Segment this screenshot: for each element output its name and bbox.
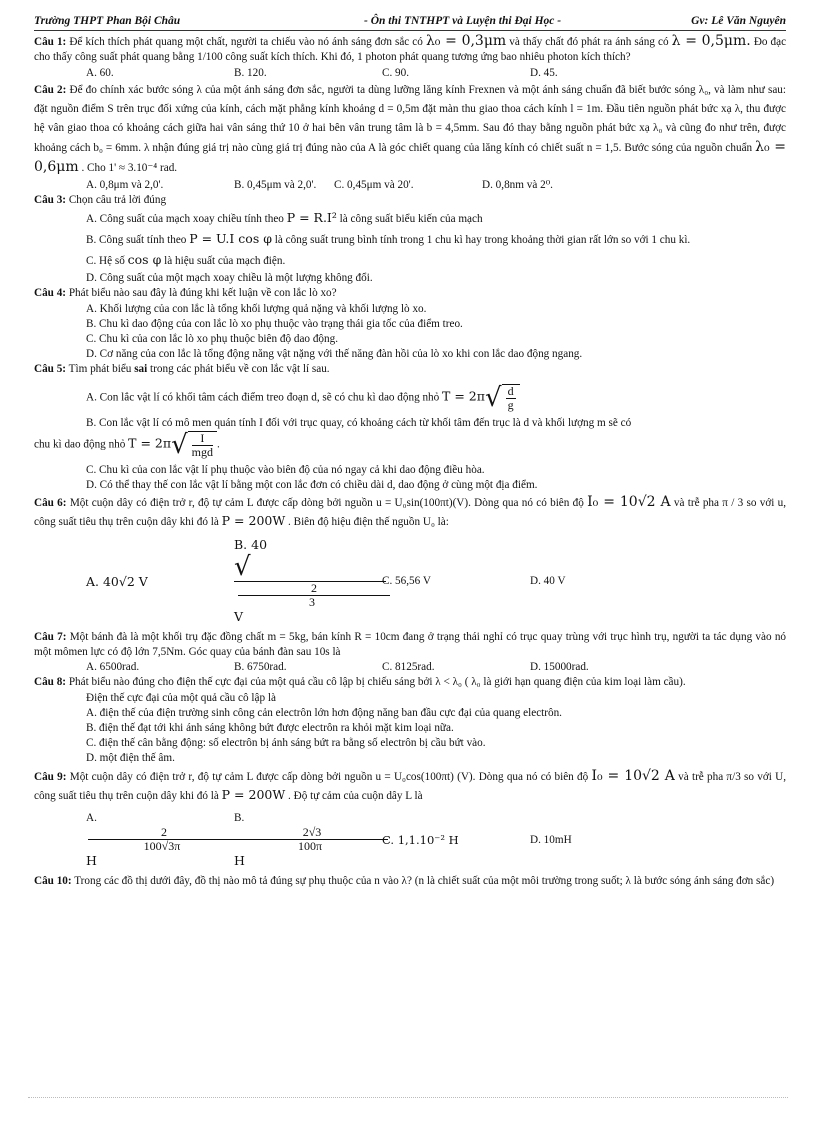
fraction-numerator: 2 — [88, 826, 240, 840]
question-label: Câu 3: — [34, 194, 67, 207]
question-text: Phát biểu nào sau đây là đúng khi kết luận về con lắc lò xo? — [68, 287, 337, 300]
fraction-denominator: mgd — [191, 444, 214, 459]
question-label: Câu 5: — [34, 363, 67, 376]
formula: λ₀ = 0,3μm — [425, 33, 507, 50]
option-text: A. — [86, 811, 97, 824]
question-3 — [34, 193, 786, 208]
question-text: Tìm phát biểu — [68, 363, 132, 376]
option-d[interactable]: D. một điện thế âm. — [86, 752, 175, 765]
question-label: Câu 4: — [34, 287, 67, 300]
option-d[interactable]: D. 10mH — [530, 833, 572, 846]
option-text: B. Công suất tính theo — [86, 234, 187, 247]
formula: λ = 0,5μm. — [671, 33, 751, 50]
formula: cos φ — [127, 252, 162, 268]
option-b[interactable]: B. điện thế đạt tới khi ánh sáng không bứt được electrôn ra khỏi mặt kim loại nữa. — [86, 722, 454, 735]
option-text: H — [86, 852, 97, 868]
formula: P = R.I² — [286, 210, 337, 226]
option-c[interactable]: C. Chu kì của con lắc vật lí phụ thuộc vào biên độ của nó ngay cả khi dao động điều hòa. — [86, 463, 485, 476]
option-c[interactable]: C. Chu kì của con lắc lò xo phụ thuộc biên độ dao động. — [86, 333, 338, 346]
option-a[interactable]: A. 0,8μm và 2,0'. — [86, 178, 164, 191]
answer-options — [34, 178, 786, 193]
page-footer-divider — [28, 1097, 788, 1098]
course-title: - Ôn thi TNTHPT và Luyện thi Đại Học - — [364, 15, 562, 27]
question-text: và trễ pha π / 3 so với u, công suất tiêu thụ trên cuộn dây khi đó là — [34, 497, 787, 529]
formula: T = 2π — [442, 388, 485, 404]
question-text: . Độ tự cảm của cuộn dây L là — [288, 789, 423, 802]
formula: I₀ = 10√2 A — [591, 767, 675, 784]
fraction-numerator: d — [507, 383, 514, 398]
question-text: Để đo chính xác bước sóng λ của một ánh sáng đơn sắc, người ta dùng lưỡng lăng kính Frexnen và một ánh sáng chuẩn đã biết bước sóng λ₀, và làm như sau: đặt nguồn điểm S trên trục đối xứng của kính, cách mặt phẳng kính khoảng d = 0,5m đặt màn thu giao thoa cách kính l = 1m. Đầu tiên nguồn phát bức xạ λ, thu được hệ vân giao thoa có khoảng cách giữa hai vân sáng thứ 10 ở hai bên vân trung tâm là b = 4,5mm. Sau đó thay bằng nguồn phát bức xạ λ₀ và cũng đo như trên, được khoảng cách b₀ = 6mm. λ nhận đúng giá trị nào cùng giá trị đúng nào của A là góc chiết quang của lăng kính có chiết suất n = 1,5. Bước sóng của nguồn chuẩn — [34, 83, 787, 154]
option-text: chu kì dao động nhỏ — [34, 438, 126, 451]
question-9 — [34, 767, 786, 805]
question-text: Một cuộn dây có điện trở r, độ tự cảm L được cấp dòng bởi nguồn u = U₀sin(100πt)(V). Dòng qua nó có biên độ — [69, 497, 584, 510]
question-label: Câu 2: — [34, 83, 67, 96]
option-c[interactable]: C. 56,56 V — [382, 574, 431, 587]
sqrt-icon: √ — [484, 382, 502, 413]
formula: P = 200W — [221, 786, 286, 802]
option-a[interactable] — [86, 811, 234, 870]
question-text: . Cho 1' ≈ 3.10⁻⁴ rad. — [81, 161, 178, 174]
option-b[interactable] — [234, 537, 382, 626]
option-text: C. Hệ số — [86, 255, 125, 268]
option-a[interactable]: A. 60. — [86, 66, 114, 79]
question-2 — [34, 81, 786, 178]
option-d[interactable]: D. 40 V — [530, 574, 566, 587]
question-text: có — [658, 36, 669, 49]
option-d[interactable]: D. 0,8nm và 2⁰. — [482, 178, 553, 191]
question-6 — [34, 493, 786, 531]
answer-options — [34, 66, 786, 81]
question-label: Câu 10: — [34, 875, 72, 888]
option-text: B. 40 — [234, 537, 268, 553]
option-b[interactable] — [34, 229, 786, 250]
question-text: trong các phát biểu về con lắc vật lí sau. — [150, 363, 330, 376]
option-c[interactable]: C. 90. — [382, 66, 410, 79]
school-name: Trường THPT Phan Bội Châu — [34, 15, 181, 27]
option-a[interactable] — [34, 208, 786, 229]
option-c[interactable]: C. điện thế cân bằng động: số electrôn bị ánh sáng bứt ra bằng số electrôn bị cầu bứt vào. — [86, 737, 486, 750]
answer-options — [34, 660, 786, 675]
option-text: A. Công suất của mạch xoay chiều tính theo — [86, 213, 284, 226]
answer-options — [34, 811, 786, 870]
question-1 — [34, 34, 786, 65]
option-b[interactable] — [34, 416, 786, 431]
fraction-numerator: 2 — [238, 582, 390, 596]
option-b-cont: chu kì dao động nhỏ T = 2π √ $\frac{I}{\text{mgd}}$ . — [34, 429, 220, 460]
fraction-denominator: g — [507, 397, 514, 412]
option-c[interactable]: C. 0,45μm và 20'. — [334, 178, 414, 191]
option-b[interactable]: B. Chu kì dao động của con lắc lò xo phụ thuộc vào trạng thái gia tốc của điểm treo. — [86, 317, 463, 330]
option-text: B. — [234, 811, 245, 824]
formula: P = 200W — [221, 513, 286, 529]
sqrt-formula — [485, 384, 520, 412]
option-b[interactable]: B. 6750rad. — [234, 661, 287, 674]
question-text: Trong các đồ thị dưới đây, đồ thị nào mô tả đúng sự phụ thuộc của n vào λ? (n là chiết suất của một môi trường trong suốt; λ là bước sóng ánh sáng đơn sắc) — [74, 875, 775, 888]
fraction-denominator: 3 — [309, 594, 315, 609]
teacher-name: Gv: Lê Văn Nguyên — [691, 15, 786, 27]
question-label: Câu 9: — [34, 770, 67, 783]
option-c[interactable]: C. 1,1.10⁻² H — [382, 832, 459, 847]
sqrt-icon: √ — [171, 429, 188, 460]
question-text: Một bánh đà là một khối trụ đặc đồng chất m = 5kg, bán kính R = 10cm đang ở trạng thái nghỉ có trục quay trùng với trục hình trụ, người ta tác dụng vào nó một mômen lực có độ lớn 7,5Nm. Góc quay của bánh đàn sau 10s là — [34, 630, 787, 659]
formula: λ₀ = 0,6μm — [34, 138, 787, 175]
option-text: là hiệu suất của mạch điện. — [164, 255, 286, 268]
option-a[interactable] — [34, 384, 786, 412]
option-d[interactable]: D. Có thể thay thế con lắc vật lí bằng một con lắc đơn có chiều dài d, dao động ở cùng một địa điểm. — [86, 479, 538, 492]
question-10 — [34, 874, 786, 889]
question-label: Câu 6: — [34, 497, 67, 510]
fraction-numerator: I — [192, 432, 213, 446]
option-d[interactable]: D. Công suất của một mạch xoay chiều là một lượng không đổi. — [86, 272, 373, 285]
question-emphasis: sai — [134, 363, 148, 376]
option-text: là công suất trung bình tính trong 1 chu kì hay trong khoảng thời gian rất lớn so với 1 chu kì. — [274, 234, 691, 247]
question-label: Câu 7: — [34, 630, 67, 643]
formula: T = 2π — [128, 435, 172, 451]
fraction-numerator: 2√3 — [236, 826, 388, 840]
question-text: Chọn câu trả lời đúng — [68, 194, 167, 207]
question-4 — [34, 286, 786, 301]
sqrt-formula — [234, 554, 382, 608]
question-text: . Biên độ hiệu điện thế nguồn U₀ là: — [288, 516, 449, 529]
option-a[interactable]: A. 40√2 V — [86, 573, 148, 589]
question-text: Đo đạc cho thấy công suất phát quang bằng 1/100 công suất kích thích. Khi đó, 1 photon phát quang tương ứng bao nhiêu photon kích thích? — [34, 36, 787, 64]
question-7 — [34, 630, 786, 660]
option-text: V — [234, 608, 244, 624]
option-text: B. Con lắc vật lí có mô men quán tính I đối với trục quay, có khoảng cách từ khối tâm đến trục là d và khối lượng m sẽ có — [86, 416, 632, 429]
question-text: và trễ pha π/3 so với U, công suất tiêu thụ trên cuộn dây khi đó là — [34, 770, 787, 802]
option-b[interactable] — [234, 811, 382, 870]
option-d[interactable]: D. 45. — [530, 66, 558, 79]
question-text: Để kích thích phát quang một chất, người ta chiếu vào nó ánh sáng đơn sắc có — [69, 36, 423, 49]
option-d[interactable]: D. Cơ năng của con lắc là tổng động năng vật nặng với thế năng đàn hồi của lò xo khi con lắc dao động ngang. — [86, 348, 583, 361]
option-text: H — [234, 852, 245, 868]
formula: I₀ = 10√2 A — [587, 494, 671, 511]
option-a[interactable]: A. 6500rad. — [86, 661, 140, 674]
exam-page — [34, 14, 786, 889]
question-text: và thấy chất đó phát ra ánh sáng — [509, 36, 655, 49]
question-lead: Điện thế cực đại của một quả cầu cô lập là — [86, 691, 276, 704]
question-5 — [34, 362, 786, 377]
option-d[interactable]: D. 15000rad. — [530, 661, 589, 674]
option-a[interactable]: A. Khối lượng của con lắc là tổng khối lượng quả nặng và khối lượng lò xo. — [86, 302, 427, 315]
sqrt-icon: √ — [234, 552, 251, 583]
question-label: Câu 8: — [34, 676, 67, 689]
option-a[interactable]: A. điện thế của điện trường sinh công cản electrôn lớn hơn động năng ban đầu cực đại của quang electrôn. — [86, 706, 562, 719]
question-text: Một cuộn dây có điện trở r, độ tự cảm L được cấp dòng bởi nguồn u = U₀cos(100πt) (V). Dòng qua nó có biên độ — [69, 770, 589, 783]
page-header — [34, 14, 786, 31]
option-text: A. Con lắc vật lí có khối tâm cách điểm treo đoạn d, sẽ có chu kì dao động nhỏ — [86, 391, 440, 404]
question-8 — [34, 675, 786, 690]
option-text: là công suất biểu kiến của mạch — [339, 213, 483, 226]
question-text: Phát biểu nào đúng cho điện thế cực đại của một quả cầu cô lập bị chiếu sáng bởi λ < λ₀ ( λ₀ là giới hạn quang điện của kim loại làm cầu). — [68, 676, 686, 689]
sqrt-formula — [171, 431, 217, 459]
fraction-denominator: 100√3π — [143, 838, 181, 853]
option-b[interactable]: B. 0,45μm và 2,0'. — [234, 178, 317, 191]
option-b[interactable]: B. 120. — [234, 66, 267, 79]
question-label: Câu 1: — [34, 36, 67, 49]
answer-options — [34, 537, 786, 626]
fraction-denominator: 100π — [297, 838, 323, 853]
formula: P = U.I cos φ — [189, 231, 272, 247]
option-c[interactable] — [34, 250, 786, 271]
option-c[interactable]: C. 8125rad. — [382, 661, 435, 674]
